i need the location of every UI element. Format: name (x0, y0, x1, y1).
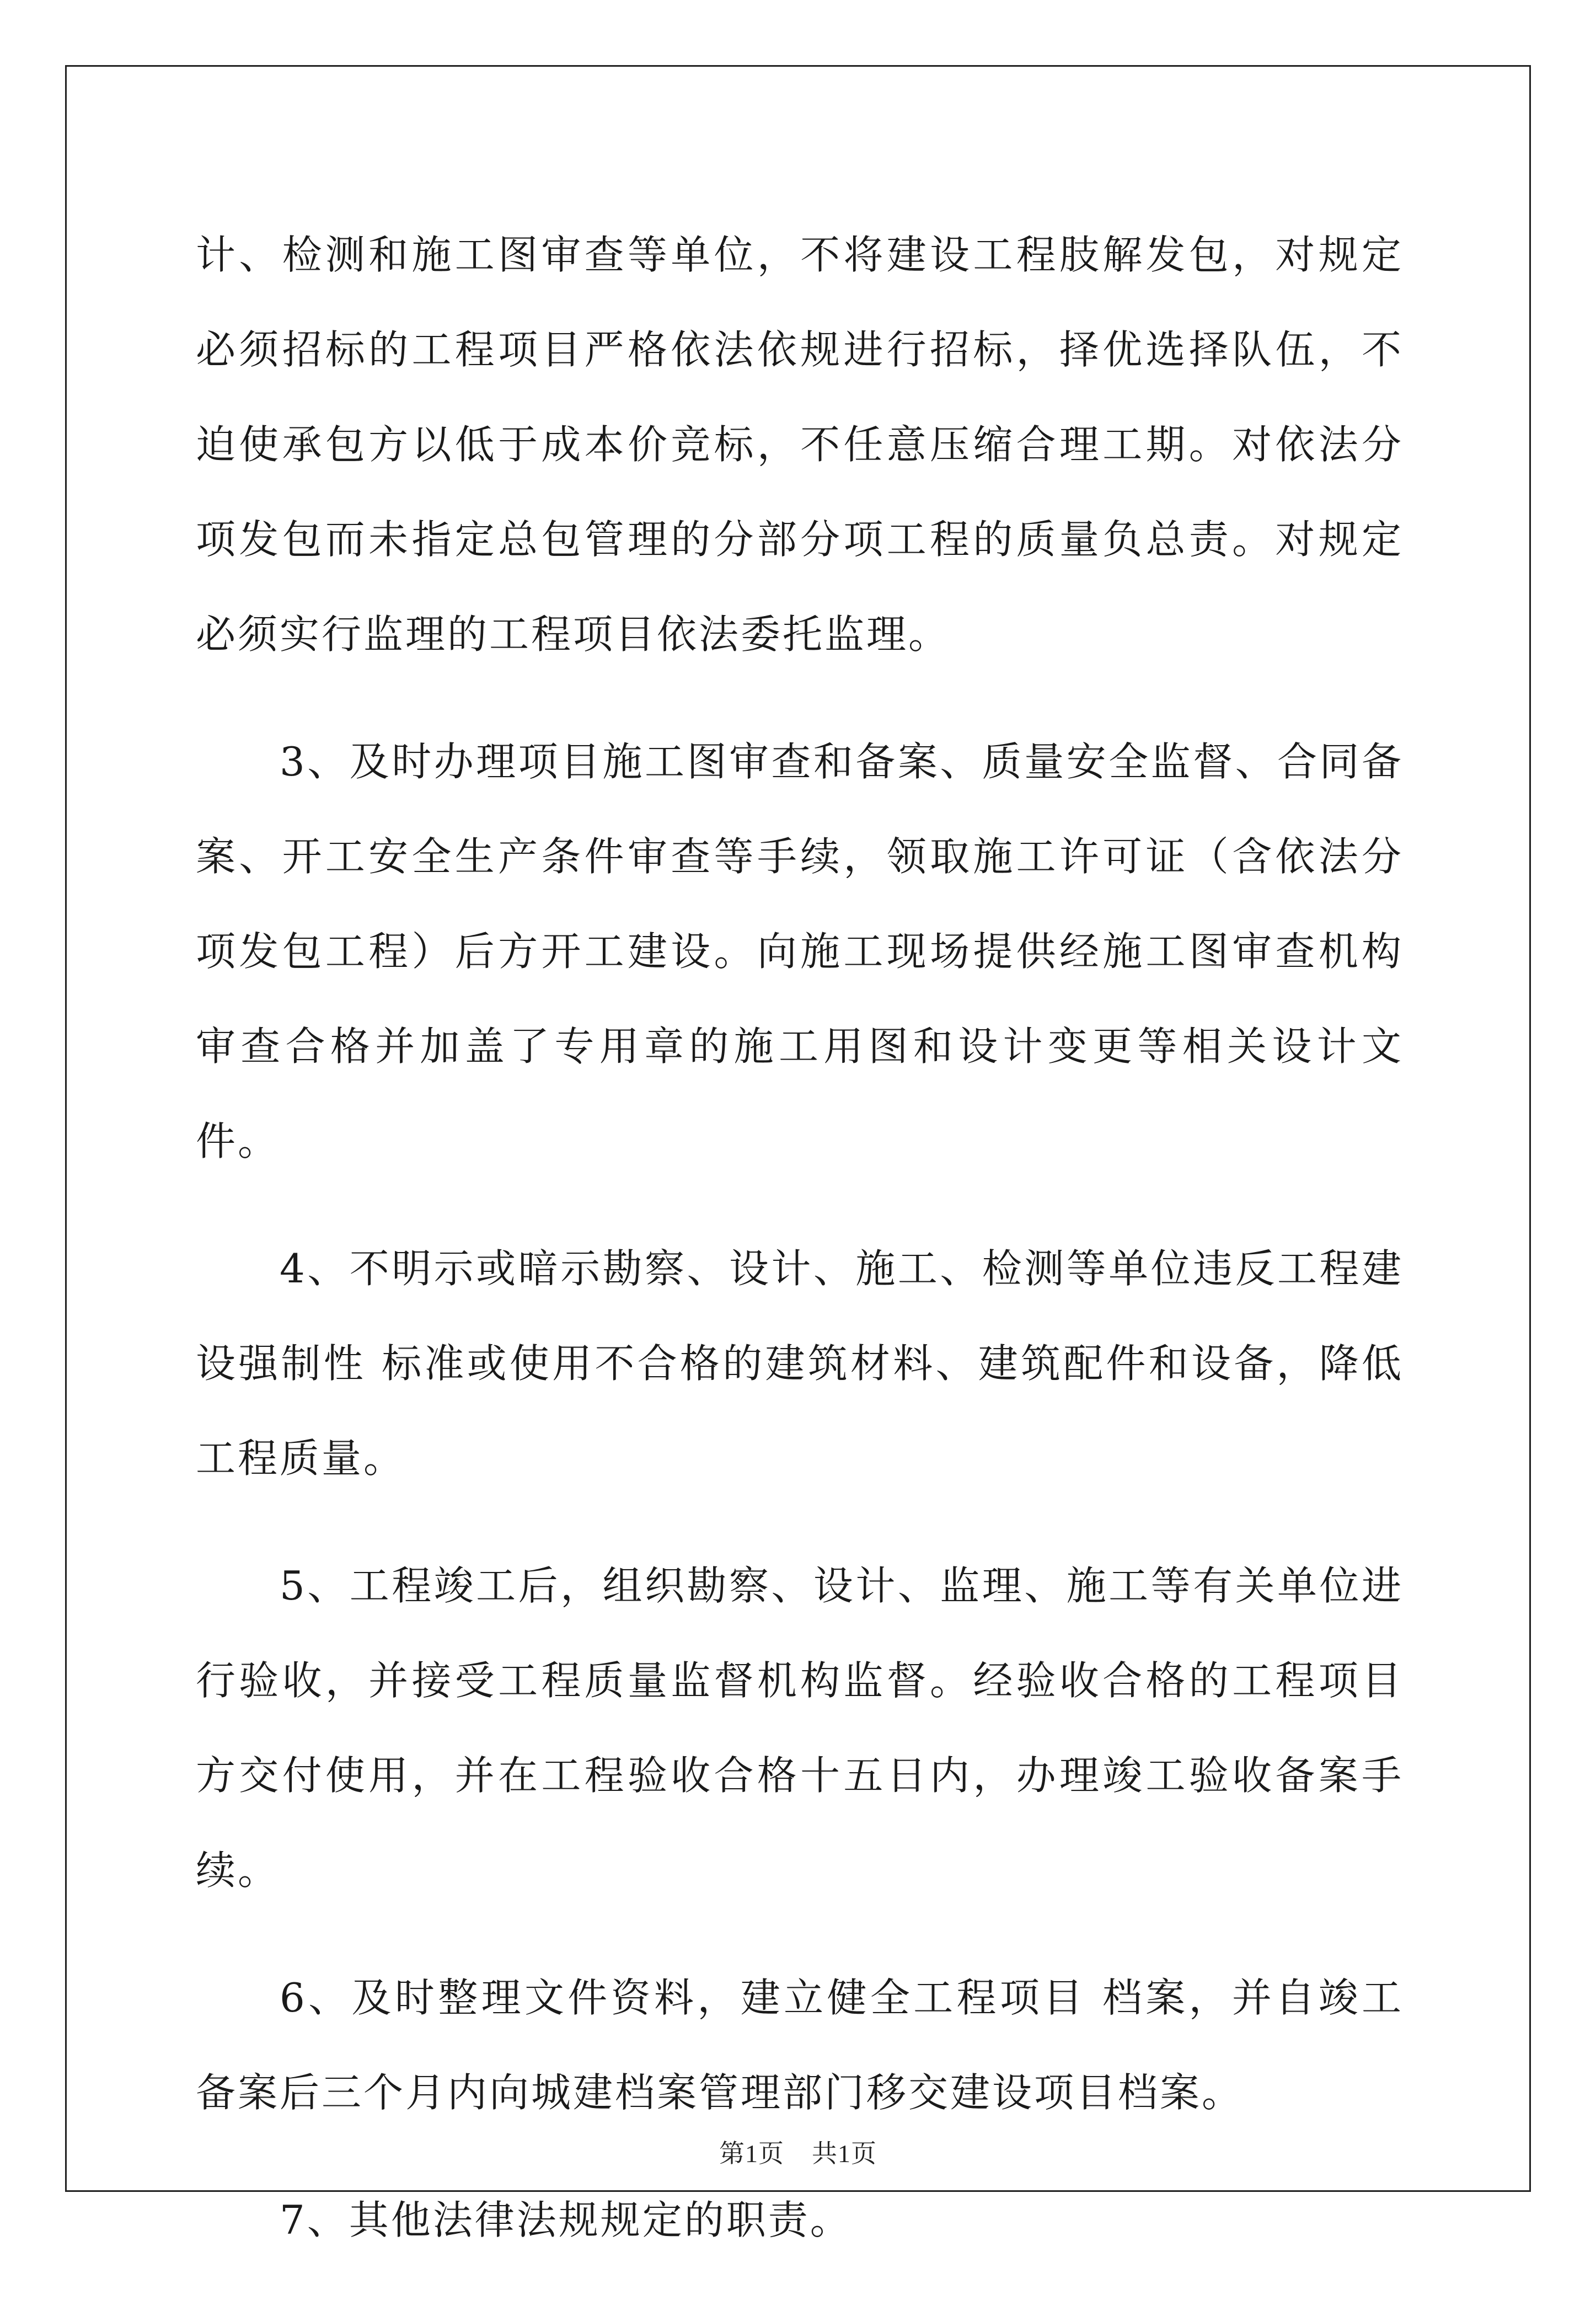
page-footer (0, 2133, 1596, 2170)
document-body (196, 207, 1404, 2300)
paragraph-item-5: 5、工程竣工后，组织勘察、设计、监理、施工等有关单位进行验收，并接受工程质量监督机构监督。经验收合格的工程项目方交付使用，并在工程验收合格十五日内，办理竣工验收备案手续。 (196, 1563, 1404, 1894)
paragraph-item-3: 3、及时办理项目施工图审查和备案、质量安全监督、合同备案、开工安全生产条件审查等手续，领取施工许可证（含依法分项发包工程）后方开工建设。向施工现场提供经施工图审查机构审查合格并加盖了专用章的施工用图和设计变更等相关设计文件。 (196, 739, 1404, 1164)
page-number-current: 第1页 (719, 2139, 784, 2168)
paragraph-item-4: 4、不明示或暗示勘察、设计、施工、检测等单位违反工程建设强制性 标准或使用不合格的建筑材料、建筑配件和设备，降低工程质量。 (196, 1245, 1404, 1481)
paragraph-item-7: 7、其他法律法规规定的职责。 (280, 2197, 852, 2243)
paragraph-item-6: 6、及时整理文件资料，建立健全工程项目 档案，并自竣工备案后三个月内向城建档案管理部门移交建设项目档案。 (196, 1975, 1404, 2116)
paragraph-continuation: 计、检测和施工图审查等单位，不将建设工程肢解发包，对规定必须招标的工程项目严格依法依规进行招标，择优选择队伍，不迫使承包方以低于成本价竞标，不任意压缩合理工期。对依法分项发包而未指定总包管理的分部分项工程的质量负总责。对规定必须实行监理的工程项目依法委托监理。 (196, 232, 1404, 657)
page-number-total: 共1页 (812, 2139, 877, 2168)
